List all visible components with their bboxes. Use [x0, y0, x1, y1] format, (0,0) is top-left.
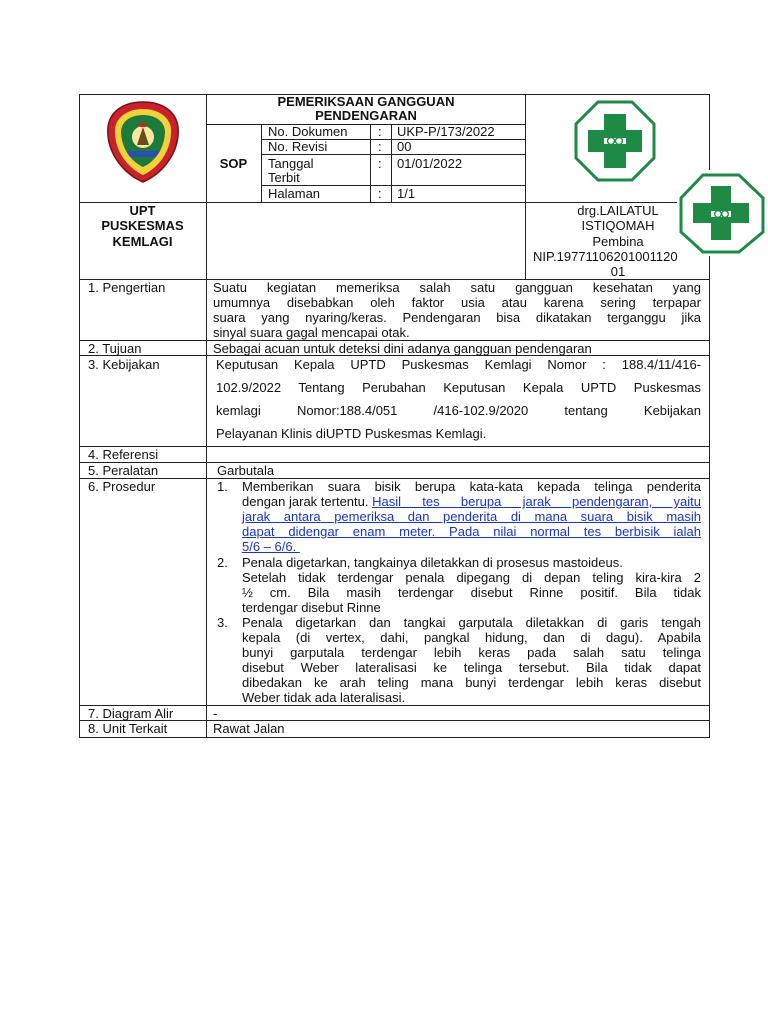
- prosedur-line: kepala (di vertex, dahi, pangkal hidung, dan di dagu). Apabila: [242, 630, 701, 645]
- label-pengertian: 1. Pengertian: [88, 280, 166, 295]
- prosedur-line: [242, 494, 701, 509]
- meta-value-tanggal-terbit: 01/01/2022: [397, 156, 463, 171]
- prosedur-line: disebut Weber lateralisasi ke telinga tersebut. Bila tidak dapat: [242, 660, 701, 675]
- kebijakan-line: 102.9/2022 Tentang Perubahan Keputusan Kepala UPTD Puskesmas: [216, 380, 701, 395]
- regency-emblem-logo: [104, 99, 182, 185]
- prosedur-line: ½ cm. Bila masih terdengar disebut Rinne positif. Bila tidak: [242, 585, 701, 600]
- label-kebijakan: 3. Kebijakan: [88, 357, 160, 372]
- signer-nip: NIP.19771106201001120: [533, 249, 678, 264]
- prosedur-item-number: 2.: [217, 555, 228, 570]
- meta-label-divider: [370, 124, 371, 203]
- org-name-line2: PUSKESMAS: [101, 218, 184, 233]
- kebijakan-line: kemlagi Nomor:188.4/051 /416-102.9/2020 tentang Kebijakan: [216, 403, 701, 418]
- prosedur-item-number: 3.: [217, 615, 228, 630]
- kebijakan-line: Keputusan Kepala UPTD Puskesmas Kemlagi Nomor : 188.4/11/416-: [216, 357, 701, 372]
- kebijakan-line: Pelayanan Klinis diUPTD Puskesmas Kemlagi.: [216, 426, 487, 441]
- meta-label-tanggal: Tanggal: [268, 156, 314, 171]
- meta-label-no-dokumen: No. Dokumen: [268, 124, 348, 139]
- label-peralatan: 5. Peralatan: [88, 463, 159, 478]
- prosedur-text: dengan jarak tertentu.: [242, 494, 373, 509]
- org-name-line3: KEMLAGI: [112, 234, 173, 249]
- meta-separator: :: [378, 124, 382, 139]
- signer-name-line1: drg.LAILATUL: [577, 203, 659, 218]
- label-prosedur: 6. Prosedur: [88, 479, 156, 494]
- meta-value-no-dokumen: UKP-P/173/2022: [397, 124, 495, 139]
- pengertian-line: Suatu kegiatan memeriksa salah satu gangguan kesehatan yang: [213, 280, 701, 295]
- puskesmas-cross-logo: [574, 100, 656, 182]
- signer-nip-continued: 01: [610, 264, 626, 279]
- signer-rank: Pembina: [592, 234, 644, 249]
- row-divider-referensi: [79, 446, 710, 447]
- row-divider-unit: [79, 720, 710, 721]
- label-column-divider: [206, 94, 207, 738]
- meta-separator: :: [378, 186, 382, 201]
- document-title-line1: PEMERIKSAAN GANGGUAN: [277, 94, 455, 109]
- meta-value-halaman: 1/1: [397, 186, 416, 201]
- prosedur-line: bunyi garputala terdengar lebih keras pada salah satu telinga: [242, 645, 701, 660]
- row-divider-diagram: [79, 705, 710, 706]
- meta-label-terbit: Terbit: [268, 170, 300, 185]
- prosedur-line: dibedakan ke arah teling mana bunyi terdengar lebih keras disebut: [242, 675, 701, 690]
- label-diagram-alir: 7. Diagram Alir: [88, 706, 174, 721]
- meta-sep-divider: [391, 124, 392, 203]
- prosedur-line: terdengar disebut Rinne: [242, 600, 381, 615]
- tujuan-text: Sebagai acuan untuk deteksi dini adanya gangguan pendengaran: [213, 341, 592, 356]
- prosedur-line: Penala digetarkan dan tangkai garputala diletakkan di garis tengah: [242, 615, 701, 630]
- prosedur-line: Penala digetarkan, tangkainya diletakkan di prosesus mastoideus.: [242, 555, 623, 570]
- hasil-tes-link[interactable]: dapat didengar enam meter. Pada nilai normal tes berbisik ialah: [242, 524, 701, 539]
- pengertian-line: umumnya disebabkan oleh faktor usia atau karena sering terpapar: [213, 295, 701, 310]
- pengertian-line: sinyal suara gagal mencapai otak.: [213, 325, 410, 340]
- hasil-tes-link[interactable]: jarak antara pemeriksa dan penderita di mana suara bisik masih: [242, 509, 701, 524]
- prosedur-line: Memberikan suara bisik berupa kata-kata kepada telinga penderita: [242, 479, 701, 494]
- meta-row-divider-2: [261, 154, 525, 155]
- org-name-line1: UPT: [129, 203, 156, 218]
- signer-name-line2: ISTIQOMAH: [581, 218, 655, 233]
- meta-value-no-revisi: 00: [397, 139, 412, 154]
- label-referensi: 4. Referensi: [88, 447, 159, 462]
- hasil-tes-link[interactable]: Hasil tes berupa jarak pendengaran, yaitu: [372, 494, 701, 509]
- meta-label-halaman: Halaman: [268, 186, 321, 201]
- prosedur-line: Setelah tidak terdengar penala dipegang di depan teling kira-kira 2: [242, 570, 701, 585]
- meta-separator: :: [378, 156, 382, 171]
- sop-column-divider: [261, 124, 262, 203]
- hasil-tes-link[interactable]: 5/6 – 6/6.: [242, 539, 300, 554]
- document-title-line2: PENDENGARAN: [315, 108, 417, 123]
- meta-separator: :: [378, 139, 382, 154]
- label-tujuan: 2. Tujuan: [88, 341, 142, 356]
- sop-label: SOP: [219, 156, 248, 171]
- peralatan-text: Garbutala: [217, 463, 275, 478]
- unit-terkait-text: Rawat Jalan: [213, 721, 285, 736]
- prosedur-line: Weber tidak ada lateralisasi.: [242, 690, 406, 705]
- meta-label-no-revisi: No. Revisi: [268, 139, 328, 154]
- table-border-bottom: [79, 737, 710, 738]
- label-unit-terkait: 8. Unit Terkait: [88, 721, 168, 736]
- row-divider-peralatan: [79, 462, 710, 463]
- diagram-alir-text: -: [213, 706, 218, 721]
- prosedur-item-number: 1.: [217, 479, 228, 494]
- table-border-left: [79, 94, 80, 738]
- pengertian-line: suara yang nyaring/keras. Pendengaran bisa dikatakan terganggu jika: [213, 310, 701, 325]
